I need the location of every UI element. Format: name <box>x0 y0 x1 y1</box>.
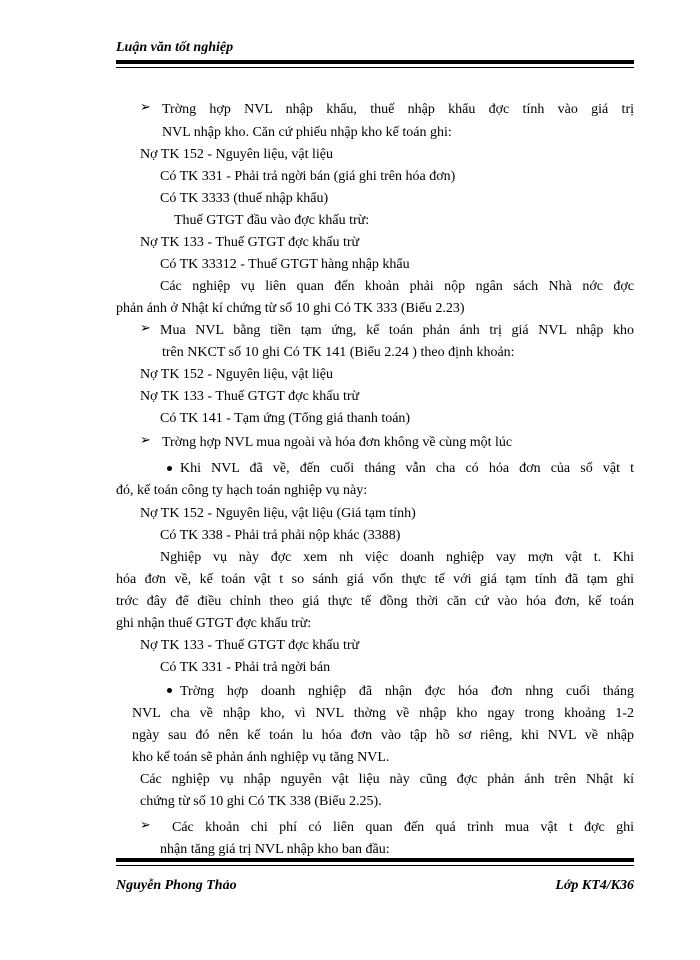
body-line: kho kế toán sẽ phản ánh nghiệp vụ tăng NVL. <box>132 750 390 765</box>
body-line: Nợ TK 152 - Nguyên liệu, vật liệu <box>140 367 333 382</box>
body-line: Nợ TK 133 - Thuế GTGT đợc khấu trừ <box>140 389 360 404</box>
body-line: Nợ TK 133 - Thuế GTGT đợc khấu trừ <box>140 638 360 653</box>
arrow-bullet-icon: ➢ <box>140 320 151 335</box>
body-line: trớc đây để điều chỉnh theo giá thực tế đồng thời căn cứ vào hóa đơn, kế toán <box>116 594 634 609</box>
body-line: Các nghiệp vụ nhập nguyên vật liệu này cũng đợc phản ánh trên Nhật kí <box>140 772 634 787</box>
arrow-bullet-icon: ➢ <box>140 99 151 114</box>
body-line: nhận tăng giá trị NVL nhập kho ban đầu: <box>160 842 390 857</box>
body-line: Thuế GTGT đầu vào đợc khấu trừ: <box>174 213 370 228</box>
body-line: Các nghiệp vụ liên quan đến khoản phải nộp ngân sách Nhà nớc đợc <box>160 279 634 294</box>
body-line: Trờng hợp NVL nhập khẩu, thuế nhập khẩu đợc tính vào giá trị <box>162 102 634 117</box>
body-line: Mua NVL bằng tiền tạm ứng, kế toán phản ánh trị giá NVL nhập kho <box>160 323 634 338</box>
body-line: hóa đơn về, kế toán vật t so sánh giá vốn thực tế với giá tạm tính đã tạm ghi <box>116 572 634 587</box>
dot-bullet-icon <box>167 466 172 471</box>
body-line: Khi NVL đã về, đến cuối tháng vẫn cha có hóa đơn của số vật t <box>180 461 634 476</box>
body-line: NVL cha về nhập kho, vì NVL thờng về nhập kho ngay trong khoảng 1-2 <box>132 706 634 721</box>
body-line: Có TK 33312 - Thuế GTGT hàng nhập khẩu <box>160 257 410 272</box>
footer-class: Lớp KT4/K36 <box>555 878 634 893</box>
body-line: NVL nhập kho. Căn cứ phiếu nhập kho kế toán ghi: <box>162 125 452 140</box>
body-line: Nợ TK 152 - Nguyên liệu, vật liệu (Giá tạm tính) <box>140 506 416 521</box>
body-line: trên NKCT số 10 ghi Có TK 141 (Biểu 2.24 ) theo định khoản: <box>162 345 515 360</box>
header-rule-thin <box>116 67 634 68</box>
page-header-title: Luận văn tốt nghiệp <box>116 40 234 55</box>
body-line: Có TK 3333 (thuế nhập khẩu) <box>160 191 329 206</box>
arrow-bullet-icon: ➢ <box>140 432 151 447</box>
arrow-bullet-icon: ➢ <box>140 817 151 832</box>
body-line: Trờng hợp NVL mua ngoài và hóa đơn không về cùng một lúc <box>162 435 513 450</box>
body-line: đó, kế toán công ty hạch toán nghiệp vụ này: <box>116 483 368 498</box>
body-line: Có TK 141 - Tạm ứng (Tổng giá thanh toán) <box>160 411 411 426</box>
header-rule-thick <box>116 60 634 64</box>
body-line: Có TK 331 - Phải trả ngời bán (giá ghi trên hóa đơn) <box>160 169 456 184</box>
body-line: Nợ TK 152 - Nguyên liệu, vật liệu <box>140 147 333 162</box>
footer-author: Nguyễn Phong Thảo <box>116 878 237 893</box>
body-line: Trờng hợp doanh nghiệp đã nhận đợc hóa đơn nhng cuối tháng <box>180 684 634 699</box>
body-line: chứng từ số 10 ghi Có TK 338 (Biểu 2.25). <box>140 794 382 809</box>
body-line: phản ánh ở Nhật kí chứng từ số 10 ghi Có TK 333 (Biểu 2.23) <box>116 301 465 316</box>
body-line: ghi nhận thuế GTGT đợc khấu trừ: <box>116 616 312 631</box>
footer-rule-thick <box>116 858 634 862</box>
body-line: Có TK 338 - Phải trả phải nộp khác (3388) <box>160 528 401 543</box>
body-line: Có TK 331 - Phải trả ngời bán <box>160 660 331 675</box>
dot-bullet-icon <box>167 688 172 693</box>
body-line: Nghiệp vụ này đợc xem nh việc doanh nghiệp vay mợn vật t. Khi <box>160 550 634 565</box>
body-line: Các khoản chi phí có liên quan đến quá trình mua vật t đợc ghi <box>172 820 634 835</box>
body-line: ngày sau đó nên kế toán lu hóa đơn vào tập hồ sơ riêng, khi NVL về nhập <box>132 728 634 743</box>
footer-rule-thin <box>116 865 634 866</box>
body-line: Nợ TK 133 - Thuế GTGT đợc khấu trừ <box>140 235 360 250</box>
